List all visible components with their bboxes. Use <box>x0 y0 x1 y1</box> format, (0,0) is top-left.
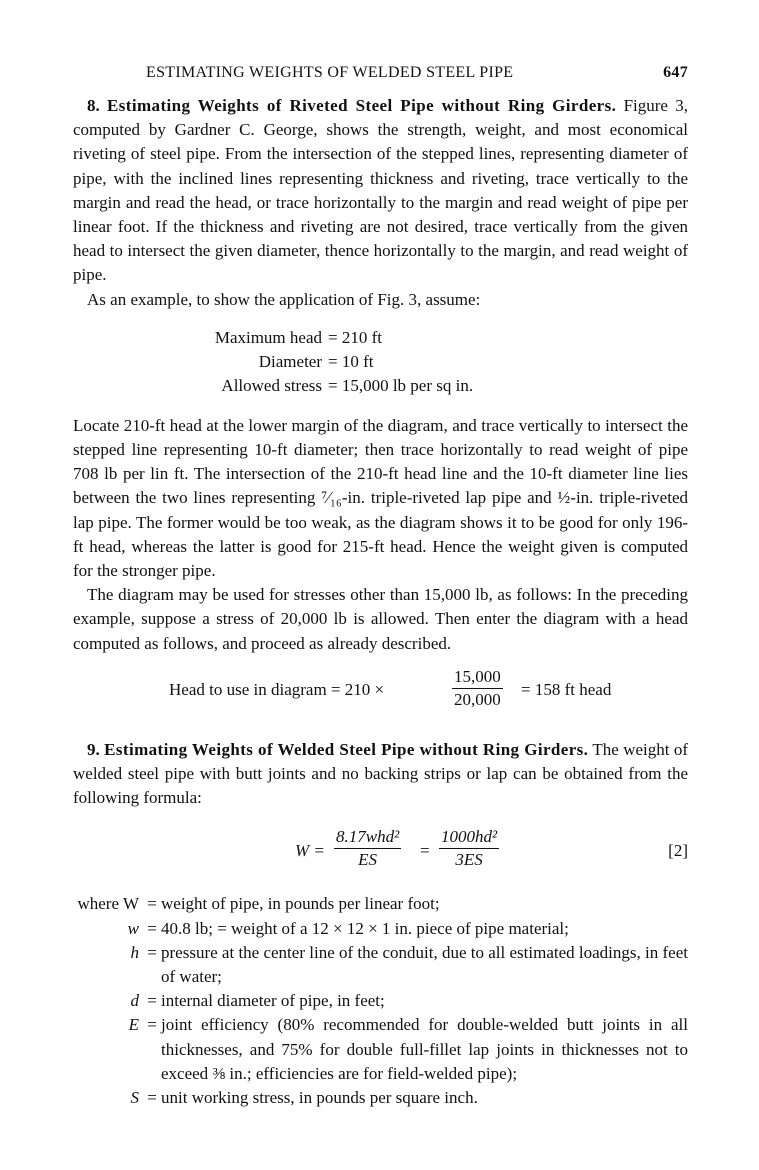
running-header <box>73 58 688 84</box>
definition-row <box>73 1013 688 1086</box>
definition-equals: = <box>147 894 157 914</box>
assumption-value: = 10 ft <box>328 351 374 371</box>
definition-equals: = <box>147 918 157 938</box>
assumption-value: = 15,000 lb per sq in. <box>328 375 474 395</box>
definition-text: internal diameter of pipe, in feet; <box>161 991 385 1011</box>
definition-symbol: E <box>128 1015 139 1035</box>
formula-equals: = <box>420 841 430 861</box>
definition-row <box>73 989 688 1013</box>
definition-equals: = <box>147 1088 157 1108</box>
definition-symbol: d <box>130 991 139 1011</box>
definition-equals: = <box>147 1015 157 1035</box>
section-8-paragraph-2: As an example, to show the application of Fig. 3, assume: <box>87 289 481 309</box>
fraction-numerator: 15,000 <box>452 666 503 689</box>
section-9-paragraph-1 <box>73 738 688 811</box>
definition-row <box>73 917 688 941</box>
assumption-row <box>73 326 688 350</box>
definition-row <box>73 892 688 916</box>
section-8-paragraph-4: The diagram may be used for stresses other than 15,000 lb, as follows: In the preceding example, suppose a stress of 20,000 lb is allowed. Then enter the diagram with a head computed as follows, and proceed as already described. <box>73 585 688 653</box>
equation-lhs: Head to use in diagram = 210 × <box>169 679 385 699</box>
section-9-text-1: The weight of welded steel pipe with butt joints and no backing strips or lap can be obtained from the following formula: <box>73 739 689 808</box>
section-9-number: 9. <box>87 739 100 759</box>
formula-fraction-1 <box>334 826 401 871</box>
definition-equals: = <box>147 991 157 1011</box>
assumption-label: Diameter <box>258 351 322 371</box>
fraction-denominator: 20,000 <box>454 689 501 709</box>
assumption-list <box>73 326 688 398</box>
section-9-title: Estimating Weights of Welded Steel Pipe without Ring Girders. <box>104 739 589 759</box>
definition-equals: = <box>147 942 157 962</box>
definition-text: 40.8 lb; = weight of a 12 × 12 × 1 in. piece of pipe material; <box>161 918 569 938</box>
definition-text: weight of pipe, in pounds per linear foot; <box>161 894 440 914</box>
formula-lhs: W = <box>295 841 325 861</box>
assumption-value: = 210 ft <box>328 327 382 347</box>
section-8-paragraph-3: Locate 210-ft head at the lower margin of the diagram, and trace vertically to intersect the stepped line representing 10-ft diameter; then trace horizontally to read weight of pipe 708 lb per lin ft. The intersection of the 210-ft head line and the 10-ft diameter line lies between the two lines representing ⁷⁄₁₆-in. triple-riveted lap pipe and ½-in. triple-riveted lap pipe. The former would be too weak, as the diagram shows it to be good for only 196-ft head, whereas the latter is good for 215-ft head. Hence the weight given is computed for the stronger pipe. <box>73 415 688 581</box>
equation-rhs: = 158 ft head <box>521 679 612 699</box>
section-8-number: 8. <box>87 96 100 115</box>
definition-text: unit working stress, in pounds per square inch. <box>161 1088 478 1108</box>
section-8-text-1: Figure 3, computed by Gardner C. George, shows the strength, weight, and most economical riveting of steel pipe. From the intersection of the stepped lines, representing diameter of pipe, with the inclined lines representing thickness and riveting, trace vertically to the margin and read the head, or trace horizontally to the margin and read weight of pipe per linear foot. If the thickness and riveting are not desired, trace vertically from the given head to intersect the given diameter, thence horizontally to the margin, and read weight of pipe. <box>73 96 689 285</box>
formula-numerator-2: 1000hd² <box>439 826 499 849</box>
assumption-row <box>73 374 688 398</box>
definition-row <box>73 1086 688 1110</box>
assumption-label: Maximum head <box>214 327 322 347</box>
definition-text: joint efficiency (80% recommended for double-welded butt joints in all thicknesses, and 75% for double full-fillet lap joints in thicknesses not to exceed ⅜ in.; efficiencies are for field-welded pipe); <box>161 1015 688 1083</box>
variable-definitions <box>73 892 688 1110</box>
definition-symbol: where W <box>77 894 139 914</box>
assumption-label: Allowed stress <box>221 375 322 395</box>
section-8-paragraph-1 <box>73 94 688 288</box>
formula-denominator-1: ES <box>358 850 378 870</box>
definition-symbol: h <box>130 942 139 962</box>
running-title: ESTIMATING WEIGHTS OF WELDED STEEL PIPE <box>146 64 514 81</box>
formula-number: [2] <box>668 841 688 861</box>
equation-fraction <box>452 666 503 711</box>
document-page <box>73 58 688 1110</box>
formula-fraction-2 <box>439 826 499 871</box>
definition-symbol: w <box>127 918 139 938</box>
definition-symbol: S <box>130 1088 139 1108</box>
weight-formula <box>73 820 688 884</box>
page-number: 647 <box>663 64 688 81</box>
assumption-row <box>73 350 688 374</box>
formula-denominator-2: 3ES <box>455 850 483 870</box>
section-8-title: Estimating Weights of Riveted Steel Pipe without Ring Girders. <box>107 96 617 115</box>
head-equation <box>73 660 688 718</box>
definition-row <box>73 941 688 989</box>
definition-text: pressure at the center line of the conduit, due to all estimated loadings, in feet of water; <box>161 942 688 987</box>
formula-numerator-1: 8.17whd² <box>334 826 401 849</box>
